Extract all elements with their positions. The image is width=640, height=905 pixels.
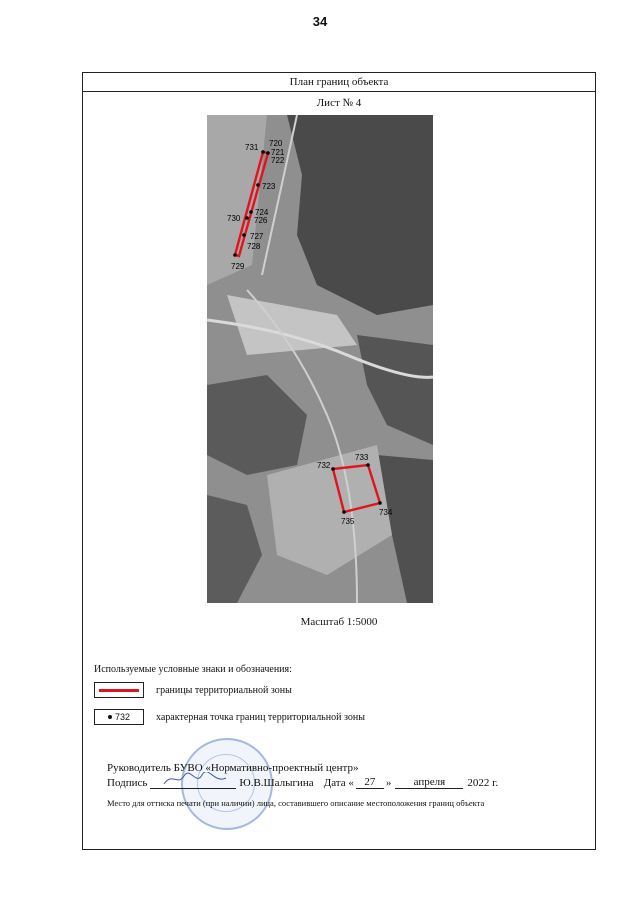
legend-point-label: 732 [114,712,131,722]
date-day: 27 [356,776,384,789]
legend-red-line [99,689,139,692]
date-day-close: » [385,777,392,789]
point-label: 728 [247,242,261,251]
point-label: 734 [379,508,393,517]
point-label: 729 [231,262,245,271]
signature-block [107,759,587,789]
plan-title: План границ объекта [83,73,595,92]
boundary-point [233,253,237,257]
boundary-point [242,233,246,237]
aerial-map [207,115,433,603]
map-svg [207,115,433,603]
legend-point-dot [108,715,112,719]
legend-symbol-box [94,709,144,725]
page-number: 34 [312,14,328,29]
boundary-point [378,501,382,505]
boundary-point [266,151,270,155]
legend-symbol-box [94,682,144,698]
legend-text: характерная точка границ территориальной зоны [156,711,365,723]
point-label: 730 [227,214,241,223]
sign-label: Подпись [107,777,148,789]
signature-line-2 [107,774,587,789]
boundary-point [261,150,265,154]
legend-text: границы территориальной зоны [156,684,292,696]
legend-item-boundary [94,682,292,698]
stamp-note: Место для оттиска печати (при наличии) лица, составившего описание местоположения границ объекта [107,798,485,808]
date-label: Дата « [323,777,354,789]
boundary-point [256,183,260,187]
point-label: 733 [355,453,369,462]
legend-item-point [94,709,365,725]
signature-scribble [150,772,236,786]
date-year: 2022 г. [467,777,499,789]
boundary-point [249,210,253,214]
legend-title: Используемые условные знаки и обозначения: [94,664,292,675]
map-scale: Масштаб 1:5000 [300,616,378,628]
sheet-label: Лист № 4 [316,97,362,109]
boundary-point [331,467,335,471]
point-label: 732 [317,461,331,470]
point-label: 723 [262,182,276,191]
date-month: апреля [395,776,463,789]
point-label: 721 [271,148,285,157]
boundary-point [245,216,249,220]
organization-line: Руководитель БУВО «Нормативно-проектный центр» [107,762,359,774]
point-label: 726 [254,216,268,225]
point-label: 722 [271,156,285,165]
point-label: 731 [245,143,259,152]
point-label: 720 [269,139,283,148]
point-label: 727 [250,232,264,241]
point-label: 735 [341,517,355,526]
boundary-point [342,510,346,514]
plan-frame [82,72,596,850]
point-label: 724 [255,208,269,217]
boundary-point [366,463,370,467]
signature-field [150,776,236,789]
signer-name: Ю.В.Шалыгина [239,777,314,789]
